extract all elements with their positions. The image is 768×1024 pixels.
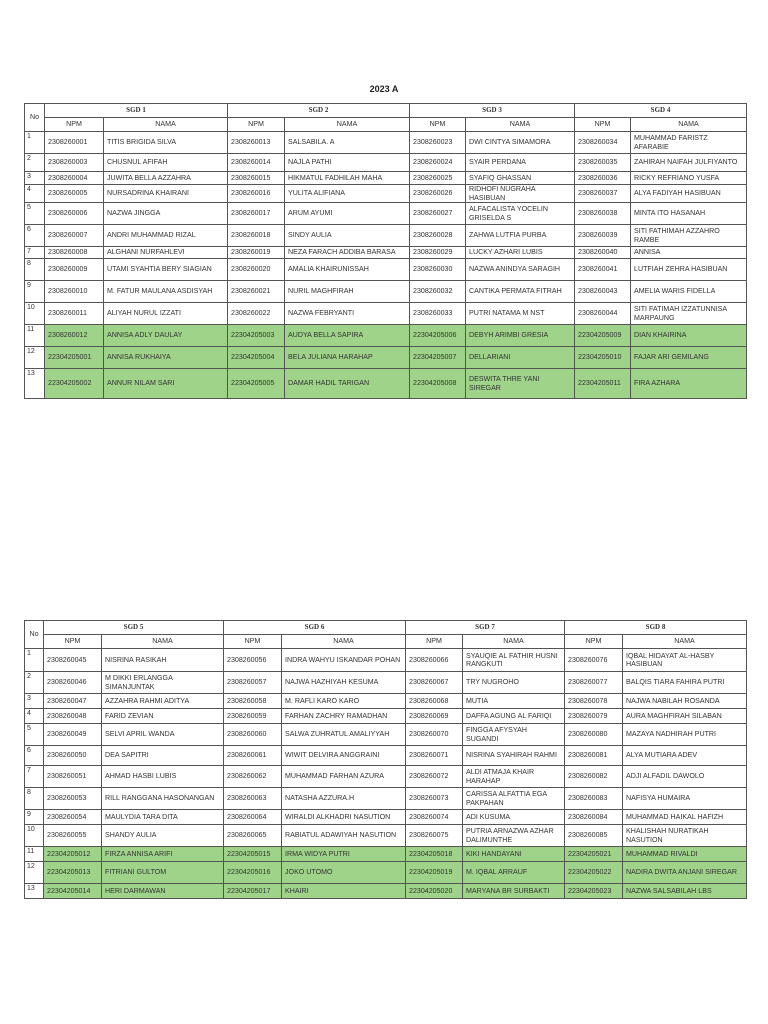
nama-cell: SELVI APRIL WANDA <box>102 724 224 746</box>
npm-cell: 2308260032 <box>410 281 466 303</box>
nama-cell: BALQIS TIARA FAHIRA PUTRI <box>623 672 747 694</box>
nama-cell: JUWITA BELLA AZZAHRA <box>104 172 228 185</box>
npm-cell: 22304205013 <box>44 862 102 884</box>
npm-cell: 2308260004 <box>45 172 104 185</box>
nama-cell: RABIATUL ADAWIYAH NASUTION <box>282 825 406 847</box>
table-row <box>25 154 747 172</box>
nama-cell: KHALISHAH NURATIKAH NASUTION <box>623 825 747 847</box>
nama-cell: ALGHANI NURFAHLEVI <box>104 247 228 259</box>
nama-cell: NURIL MAGHFIRAH <box>285 281 410 303</box>
table-body <box>25 132 747 399</box>
npm-cell: 2308260038 <box>575 203 631 225</box>
npm-cell: 2308260023 <box>410 132 466 154</box>
row-number: 10 <box>25 825 44 847</box>
nama-cell: NAJWA NABILAH ROSANDA <box>623 694 747 709</box>
npm-cell: 2308260025 <box>410 172 466 185</box>
npm-cell: 2308260036 <box>575 172 631 185</box>
npm-cell: 22304205014 <box>44 884 102 899</box>
npm-cell: 22304205001 <box>45 347 104 369</box>
npm-cell: 2308260010 <box>45 281 104 303</box>
nama-cell: AHMAD HASBI LUBIS <box>102 766 224 788</box>
npm-cell: 2308260012 <box>45 325 104 347</box>
npm-cell: 2308260055 <box>44 825 102 847</box>
table-row <box>25 247 747 259</box>
npm-header: NPM <box>575 118 631 132</box>
group-header: SGD 6 <box>224 621 406 635</box>
nama-cell: DAFFA AGUNG AL FARIQI <box>463 709 565 724</box>
group-header: SGD 2 <box>228 104 410 118</box>
npm-cell: 2308260067 <box>406 672 463 694</box>
row-number: 13 <box>25 884 44 899</box>
npm-cell: 2308260083 <box>565 788 623 810</box>
row-number: 10 <box>25 303 45 325</box>
nama-cell: PUTRIA ARNAZWA AZHAR DALIMUNTHE <box>463 825 565 847</box>
nama-cell: IRMA WIDYA PUTRI <box>282 847 406 862</box>
npm-cell: 22304205020 <box>406 884 463 899</box>
nama-header: NAMA <box>463 635 565 649</box>
nama-cell: HERI DARMAWAN <box>102 884 224 899</box>
npm-cell: 2308260035 <box>575 154 631 172</box>
table-row <box>25 709 747 724</box>
nama-cell: FARHAN ZACHRY RAMADHAN <box>282 709 406 724</box>
npm-cell: 22304205007 <box>410 347 466 369</box>
nama-cell: WIWIT DELVIRA ANGGRAINI <box>282 746 406 766</box>
row-number: 6 <box>25 746 44 766</box>
nama-cell: SALWA ZUHRATUL AMALIYYAH <box>282 724 406 746</box>
nama-cell: SYAIR PERDANA <box>466 154 575 172</box>
row-number: 4 <box>25 185 45 203</box>
npm-cell: 2308260062 <box>224 766 282 788</box>
npm-cell: 2308260054 <box>44 810 102 825</box>
table-row <box>25 172 747 185</box>
npm-cell: 2308260041 <box>575 259 631 281</box>
npm-cell: 2308260078 <box>565 694 623 709</box>
npm-cell: 22304205010 <box>575 347 631 369</box>
npm-cell: 2308260060 <box>224 724 282 746</box>
nama-cell: BELA JULIANA HARAHAP <box>285 347 410 369</box>
nama-cell: CANTIKA PERMATA FITRAH <box>466 281 575 303</box>
npm-cell: 2308260082 <box>565 766 623 788</box>
npm-cell: 2308260068 <box>406 694 463 709</box>
table-row <box>25 185 747 203</box>
table-row <box>25 746 747 766</box>
nama-cell: AUDYA BELLA SAPIRA <box>285 325 410 347</box>
npm-cell: 22304205011 <box>575 369 631 399</box>
npm-cell: 22304205006 <box>410 325 466 347</box>
nama-cell: FIRZA ANNISA ARIFI <box>102 847 224 862</box>
row-number: 3 <box>25 172 45 185</box>
npm-cell: 2308260084 <box>565 810 623 825</box>
table-row <box>25 724 747 746</box>
npm-cell: 2308260075 <box>406 825 463 847</box>
npm-cell: 2308260040 <box>575 247 631 259</box>
npm-cell: 2308260011 <box>45 303 104 325</box>
npm-cell: 2308260059 <box>224 709 282 724</box>
nama-cell: NISRINA SYAHIRAH RAHMI <box>463 746 565 766</box>
nama-cell: NAZWA SALSABILAH LBS <box>623 884 747 899</box>
nama-header: NAMA <box>285 118 410 132</box>
npm-cell: 22304205017 <box>224 884 282 899</box>
nama-cell: JOKO UTOMO <box>282 862 406 884</box>
row-number: 5 <box>25 203 45 225</box>
npm-cell: 2308260071 <box>406 746 463 766</box>
npm-cell: 2308260058 <box>224 694 282 709</box>
table-row <box>25 369 747 399</box>
nama-cell: NAJLA PATHI <box>285 154 410 172</box>
row-number: 9 <box>25 810 44 825</box>
nama-cell: ANNUR NILAM SARI <box>104 369 228 399</box>
npm-header: NPM <box>45 118 104 132</box>
npm-cell: 2308260019 <box>228 247 285 259</box>
row-number: 12 <box>25 862 44 884</box>
npm-cell: 2308260046 <box>44 672 102 694</box>
npm-cell: 2308260013 <box>228 132 285 154</box>
nama-cell: KIKI HANDAYANI <box>463 847 565 862</box>
npm-cell: 2308260033 <box>410 303 466 325</box>
npm-cell: 2308260028 <box>410 225 466 247</box>
nama-cell: WIRALDI ALKHADRI NASUTION <box>282 810 406 825</box>
npm-cell: 2308260069 <box>406 709 463 724</box>
nama-cell: SITI FATIMAH IZZATUNNISA MARPAUNG <box>631 303 747 325</box>
nama-cell: ADJI ALFADIL DAWOLO <box>623 766 747 788</box>
row-number: 3 <box>25 694 44 709</box>
nama-cell: ALDI ATMAJA KHAIR HARAHAP <box>463 766 565 788</box>
npm-cell: 2308260007 <box>45 225 104 247</box>
npm-cell: 2308260034 <box>575 132 631 154</box>
nama-cell: PUTRI NATAMA M NST <box>466 303 575 325</box>
npm-cell: 2308260064 <box>224 810 282 825</box>
nama-cell: KHAIRI <box>282 884 406 899</box>
npm-cell: 22304205015 <box>224 847 282 862</box>
nama-cell: AMELIA WARIS FIDELLA <box>631 281 747 303</box>
row-number: 2 <box>25 154 45 172</box>
npm-cell: 2308260077 <box>565 672 623 694</box>
npm-cell: 2308260079 <box>565 709 623 724</box>
row-number: 1 <box>25 132 45 154</box>
npm-cell: 22304205012 <box>44 847 102 862</box>
nama-header: NAMA <box>623 635 747 649</box>
sgd-table-1 <box>24 103 747 399</box>
npm-cell: 22304205003 <box>228 325 285 347</box>
no-header: No <box>25 104 45 132</box>
npm-cell: 2308260039 <box>575 225 631 247</box>
table-row <box>25 325 747 347</box>
nama-cell: FINGGA AFYSYAH SUGANDI <box>463 724 565 746</box>
npm-cell: 2308260022 <box>228 303 285 325</box>
npm-cell: 2308260076 <box>565 649 623 672</box>
nama-cell: DIAN KHAIRINA <box>631 325 747 347</box>
npm-cell: 2308260072 <box>406 766 463 788</box>
nama-cell: RIDHOFI NUGRAHA HASIBUAN <box>466 185 575 203</box>
npm-cell: 2308260021 <box>228 281 285 303</box>
nama-cell: M. FATUR MAULANA ASDISYAH <box>104 281 228 303</box>
table-row <box>25 132 747 154</box>
npm-cell: 22304205019 <box>406 862 463 884</box>
nama-cell: SINDY AULIA <box>285 225 410 247</box>
nama-cell: YULITA ALIFIANA <box>285 185 410 203</box>
npm-header: NPM <box>228 118 285 132</box>
npm-cell: 22304205002 <box>45 369 104 399</box>
row-number: 11 <box>25 847 44 862</box>
npm-cell: 2308260009 <box>45 259 104 281</box>
npm-cell: 22304205005 <box>228 369 285 399</box>
nama-cell: DESWITA THRE YANI SIREGAR <box>466 369 575 399</box>
table-row <box>25 788 747 810</box>
npm-cell: 2308260070 <box>406 724 463 746</box>
nama-cell: FARID ZEVIAN <box>102 709 224 724</box>
npm-cell: 2308260020 <box>228 259 285 281</box>
nama-cell: FITRIANI GULTOM <box>102 862 224 884</box>
npm-cell: 2308260008 <box>45 247 104 259</box>
npm-cell: 2308260006 <box>45 203 104 225</box>
sgd-table-2 <box>24 620 747 899</box>
nama-cell: TITIS BRIGIDA SILVA <box>104 132 228 154</box>
nama-cell: RILL RANGGANA HASONANGAN <box>102 788 224 810</box>
npm-cell: 22304205016 <box>224 862 282 884</box>
page-title: 2023 A <box>369 84 399 94</box>
table-row <box>25 225 747 247</box>
nama-header: NAMA <box>466 118 575 132</box>
nama-cell: ZAHWA LUTFIA PURBA <box>466 225 575 247</box>
npm-cell: 2308260043 <box>575 281 631 303</box>
nama-cell: MUTIA <box>463 694 565 709</box>
row-number: 13 <box>25 369 45 399</box>
nama-cell: ARUM AYUMI <box>285 203 410 225</box>
nama-cell: CARISSA ALFATTIA EGA PAKPAHAN <box>463 788 565 810</box>
nama-cell: ANNISA <box>631 247 747 259</box>
npm-header: NPM <box>44 635 102 649</box>
table-row <box>25 766 747 788</box>
row-number: 6 <box>25 225 45 247</box>
group-header: SGD 8 <box>565 621 747 635</box>
nama-cell: MUHAMMAD RIVALDI <box>623 847 747 862</box>
row-number: 7 <box>25 766 44 788</box>
nama-cell: NAJWA HAZHIYAH KESUMA <box>282 672 406 694</box>
npm-cell: 2308260047 <box>44 694 102 709</box>
nama-cell: LUTFIAH ZEHRA HASIBUAN <box>631 259 747 281</box>
group-header: SGD 3 <box>410 104 575 118</box>
table-row <box>25 203 747 225</box>
npm-cell: 22304205023 <box>565 884 623 899</box>
npm-cell: 2308260015 <box>228 172 285 185</box>
group-header: SGD 7 <box>406 621 565 635</box>
npm-cell: 2308260003 <box>45 154 104 172</box>
npm-cell: 22304205009 <box>575 325 631 347</box>
table-row <box>25 847 747 862</box>
nama-cell: SITI FATHIMAH AZZAHRO RAMBE <box>631 225 747 247</box>
nama-cell: MUHAMMAD FARISTZ AFARABIE <box>631 132 747 154</box>
table-row <box>25 884 747 899</box>
nama-cell: NAZWA ANINDYA SARAGIH <box>466 259 575 281</box>
table-row <box>25 825 747 847</box>
nama-cell: ANNISA RUKHAIYA <box>104 347 228 369</box>
npm-header: NPM <box>410 118 466 132</box>
npm-cell: 2308260080 <box>565 724 623 746</box>
row-number: 11 <box>25 325 45 347</box>
nama-cell: DEA SAPITRI <box>102 746 224 766</box>
npm-header: NPM <box>565 635 623 649</box>
nama-cell: SYAFIQ GHASSAN <box>466 172 575 185</box>
nama-cell: LUCKY AZHARI LUBIS <box>466 247 575 259</box>
row-number: 12 <box>25 347 45 369</box>
npm-cell: 2308260056 <box>224 649 282 672</box>
npm-cell: 2308260044 <box>575 303 631 325</box>
nama-cell: ALIYAH NURUL IZZATI <box>104 303 228 325</box>
nama-cell: MAULYDIA TARA DITA <box>102 810 224 825</box>
nama-cell: ALFACALISTA YOCELIN GRISELDA S <box>466 203 575 225</box>
row-number: 1 <box>25 649 44 672</box>
nama-cell: DEBYH ARIMBI GRESIA <box>466 325 575 347</box>
table-row <box>25 281 747 303</box>
nama-cell: RICKY REFRIANO YUSFA <box>631 172 747 185</box>
nama-header: NAMA <box>102 635 224 649</box>
npm-cell: 2308260066 <box>406 649 463 672</box>
npm-cell: 2308260030 <box>410 259 466 281</box>
table-row <box>25 862 747 884</box>
nama-cell: M DIKKI ERLANGGA SIMANJUNTAK <box>102 672 224 694</box>
nama-cell: FAJAR ARI GEMILANG <box>631 347 747 369</box>
npm-cell: 2308260074 <box>406 810 463 825</box>
nama-cell: NATASHA AZZURA.H <box>282 788 406 810</box>
nama-header: NAMA <box>282 635 406 649</box>
row-number: 9 <box>25 281 45 303</box>
npm-cell: 2308260017 <box>228 203 285 225</box>
npm-cell: 2308260053 <box>44 788 102 810</box>
nama-cell: TRY NUGROHO <box>463 672 565 694</box>
nama-cell: INDRA WAHYU ISKANDAR POHAN <box>282 649 406 672</box>
table-row <box>25 303 747 325</box>
npm-cell: 2308260018 <box>228 225 285 247</box>
nama-cell: NURSADRINA KHAIRANI <box>104 185 228 203</box>
npm-cell: 2308260005 <box>45 185 104 203</box>
npm-cell: 2308260057 <box>224 672 282 694</box>
nama-cell: ALYA MUTIARA ADEV <box>623 746 747 766</box>
nama-cell: HIKMATUL FADHILAH MAHA <box>285 172 410 185</box>
table-row <box>25 810 747 825</box>
npm-cell: 2308260050 <box>44 746 102 766</box>
npm-cell: 2308260045 <box>44 649 102 672</box>
nama-header: NAMA <box>631 118 747 132</box>
row-number: 8 <box>25 259 45 281</box>
nama-cell: MUHAMMAD HAIKAL HAFIZH <box>623 810 747 825</box>
nama-cell: NISRINA RASIKAH <box>102 649 224 672</box>
table-row <box>25 672 747 694</box>
npm-cell: 2308260049 <box>44 724 102 746</box>
group-header: SGD 5 <box>44 621 224 635</box>
nama-cell: ANDRI MUHAMMAD RIZAL <box>104 225 228 247</box>
npm-cell: 2308260081 <box>565 746 623 766</box>
nama-cell: ALYA FADIYAH HASIBUAN <box>631 185 747 203</box>
nama-cell: NAZWA JINGGA <box>104 203 228 225</box>
nama-cell: DAMAR HADIL TARIGAN <box>285 369 410 399</box>
nama-cell: MAZAYA NADHIRAH PUTRI <box>623 724 747 746</box>
nama-cell: NEZA FARACH ADDIBA BARASA <box>285 247 410 259</box>
nama-cell: ANNISA ADLY DAULAY <box>104 325 228 347</box>
nama-header: NAMA <box>104 118 228 132</box>
nama-cell: MARYANA BR SURBAKTI <box>463 884 565 899</box>
nama-cell: SHANDY AULIA <box>102 825 224 847</box>
nama-cell: M. IQBAL ARRAUF <box>463 862 565 884</box>
npm-cell: 2308260063 <box>224 788 282 810</box>
row-number: 7 <box>25 247 45 259</box>
nama-cell: M. RAFLI KARO KARO <box>282 694 406 709</box>
npm-cell: 22304205022 <box>565 862 623 884</box>
npm-cell: 2308260001 <box>45 132 104 154</box>
npm-cell: 2308260073 <box>406 788 463 810</box>
npm-cell: 2308260048 <box>44 709 102 724</box>
table-row <box>25 259 747 281</box>
table-body <box>25 649 747 899</box>
nama-cell: SYAUQIE AL FATHIR HUSNI RANGKUTI <box>463 649 565 672</box>
nama-cell: NAZWA FEBRYANTI <box>285 303 410 325</box>
nama-cell: MUHAMMAD FARHAN AZURA <box>282 766 406 788</box>
npm-cell: 2308260061 <box>224 746 282 766</box>
table-row <box>25 649 747 672</box>
row-number: 4 <box>25 709 44 724</box>
table-row <box>25 694 747 709</box>
nama-cell: MINTA ITO HASANAH <box>631 203 747 225</box>
nama-cell: ADI KUSUMA <box>463 810 565 825</box>
npm-cell: 2308260085 <box>565 825 623 847</box>
npm-cell: 2308260016 <box>228 185 285 203</box>
npm-cell: 22304205008 <box>410 369 466 399</box>
npm-cell: 22304205021 <box>565 847 623 862</box>
nama-cell: NADIRA DWITA ANJANI SIREGAR <box>623 862 747 884</box>
npm-cell: 22304205018 <box>406 847 463 862</box>
row-number: 2 <box>25 672 44 694</box>
npm-cell: 2308260027 <box>410 203 466 225</box>
group-header: SGD 1 <box>45 104 228 118</box>
group-header: SGD 4 <box>575 104 747 118</box>
nama-cell: FIRA AZHARA <box>631 369 747 399</box>
nama-cell: ZAHIRAH NAIFAH JULFIYANTO <box>631 154 747 172</box>
npm-cell: 22304205004 <box>228 347 285 369</box>
npm-cell: 2308260051 <box>44 766 102 788</box>
nama-cell: CHUSNUL AFIFAH <box>104 154 228 172</box>
nama-cell: DELLARIANI <box>466 347 575 369</box>
nama-cell: NAFISYA HUMAIRA <box>623 788 747 810</box>
nama-cell: AZZAHRA RAHMI ADITYA <box>102 694 224 709</box>
nama-cell: SALSABILA. A <box>285 132 410 154</box>
npm-cell: 2308260024 <box>410 154 466 172</box>
nama-cell: UTAMI SYAHTIA BERY SIAGIAN <box>104 259 228 281</box>
no-header: No <box>25 621 44 649</box>
npm-cell: 2308260037 <box>575 185 631 203</box>
npm-cell: 2308260026 <box>410 185 466 203</box>
table-row <box>25 347 747 369</box>
npm-cell: 2308260014 <box>228 154 285 172</box>
row-number: 5 <box>25 724 44 746</box>
npm-header: NPM <box>406 635 463 649</box>
npm-cell: 2308260065 <box>224 825 282 847</box>
nama-cell: AMALIA KHAIRUNISSAH <box>285 259 410 281</box>
nama-cell: DWI CINTYA SIMAMORA <box>466 132 575 154</box>
nama-cell: IQBAL HIDAYAT AL-HASBY HASIBUAN <box>623 649 747 672</box>
npm-cell: 2308260029 <box>410 247 466 259</box>
nama-cell: AURA MAGHFIRAH SILABAN <box>623 709 747 724</box>
row-number: 8 <box>25 788 44 810</box>
npm-header: NPM <box>224 635 282 649</box>
